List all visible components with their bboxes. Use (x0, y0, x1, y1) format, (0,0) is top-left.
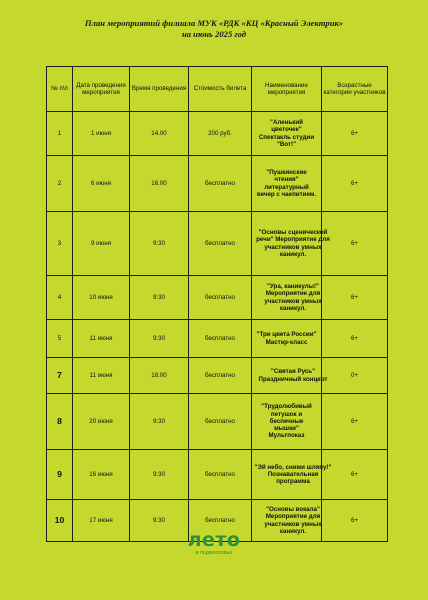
row-date: 10 июня (73, 276, 130, 320)
header-num: № п\п (47, 67, 73, 112)
row-date: 6 июня (73, 156, 130, 212)
table-row (47, 358, 388, 394)
header-price: Стоимость билета (189, 67, 252, 112)
row-price: бесплатно (189, 500, 252, 542)
row-name: "Пушкинские чтения" литературный вечер с чаепитием. (256, 169, 317, 198)
row-num: 5 (47, 320, 73, 358)
row-date: 11 июня (73, 320, 130, 358)
logo-wordmark: лето (187, 529, 241, 551)
row-name: "Святая Русь" Праздничный концерт (258, 368, 328, 383)
title-line-1: План мероприятий филиала МУК «РДК «КЦ «Красный Электрик» (84, 18, 344, 28)
row-time: 14.00 (130, 112, 189, 156)
row-date: 1 июня (73, 112, 130, 156)
row-price: бесплатно (189, 276, 252, 320)
row-num: 4 (47, 276, 73, 320)
table-row (47, 394, 388, 450)
row-name: "Ура, каникулы!" Мероприятие для участников умных каникул. (264, 283, 322, 312)
row-num: 9 (47, 450, 73, 500)
row-date: 16 июня (73, 450, 130, 500)
row-age: 6+ (322, 156, 388, 212)
row-time: 9:30 (130, 276, 189, 320)
logo-subtitle: в подмосковье (195, 550, 233, 556)
row-time: 9:30 (130, 450, 189, 500)
row-time: 9:30 (130, 394, 189, 450)
document-title (0, 18, 428, 40)
header-age: Возрастные категории участников (322, 67, 388, 112)
row-price: бесплатно (189, 450, 252, 500)
row-time: 9:30 (130, 500, 189, 542)
header-date: Дата проведения мероприятия (73, 67, 130, 112)
row-name: "Основы сценической речи" Мероприятие для участников умных каникул. (256, 229, 330, 258)
row-name: "Основы вокала" Мероприятие для участников умных каникул. (264, 506, 322, 535)
row-age: 6+ (322, 500, 388, 542)
row-age: 6+ (322, 450, 388, 500)
row-age: 6+ (322, 112, 388, 156)
row-age: 6+ (322, 212, 388, 276)
header-name: Наименование мероприятия (252, 67, 322, 112)
row-date: 20 июня (73, 394, 130, 450)
table-header-row (47, 67, 388, 112)
row-price: бесплатно (189, 358, 252, 394)
table-row (47, 320, 388, 358)
row-price: бесплатно (189, 320, 252, 358)
row-name: "Три цвета России" Мастер-класс (256, 331, 317, 346)
table-row (47, 276, 388, 320)
row-name: "Трудолюбивый петушок и беспечные мышки" Мультпоказ (261, 403, 312, 440)
row-name: "Эй небо, сними шляпу!" Познавательная программа (254, 463, 332, 486)
header-time: Время проведения (130, 67, 189, 112)
events-table (46, 66, 388, 542)
row-num: 1 (47, 112, 73, 156)
row-price: 200 руб. (189, 112, 252, 156)
row-time: 16.00 (130, 156, 189, 212)
row-num: 3 (47, 212, 73, 276)
table-row (47, 212, 388, 276)
row-age: 6+ (322, 276, 388, 320)
row-age: 6+ (322, 394, 388, 450)
leto-logo (0, 530, 428, 557)
row-time: 9:30 (130, 212, 189, 276)
table-row (47, 156, 388, 212)
row-time: 9:30 (130, 320, 189, 358)
row-name: "Аленький цветочек" Спектакль студии "Вот!" (258, 119, 315, 148)
row-time: 18.00 (130, 358, 189, 394)
row-age: 6+ (322, 320, 388, 358)
row-price: бесплатно (189, 394, 252, 450)
table-row (47, 112, 388, 156)
title-line-2: на июнь 2025 год (181, 29, 247, 39)
row-price: бесплатно (189, 156, 252, 212)
row-age: 0+ (322, 358, 388, 394)
row-date: 9 июня (73, 212, 130, 276)
row-date: 17 июня (73, 500, 130, 542)
table-row (47, 450, 388, 500)
row-num: 10 (47, 500, 73, 542)
row-date: 11 июня (73, 358, 130, 394)
row-num: 2 (47, 156, 73, 212)
row-price: бесплатно (189, 212, 252, 276)
row-num: 7 (47, 358, 73, 394)
row-num: 8 (47, 394, 73, 450)
